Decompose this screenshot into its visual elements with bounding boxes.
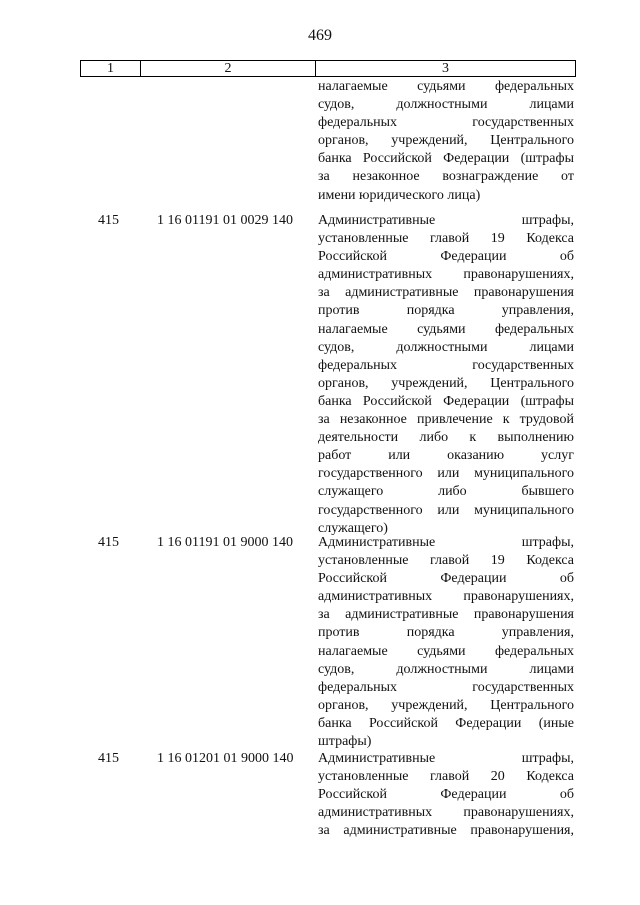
- text-line: банка Российской Федерации (иные: [318, 715, 574, 731]
- text-line: установленные главой 19 Кодекса: [318, 553, 574, 569]
- text-line: федеральных государственных: [318, 115, 574, 131]
- text-line: за незаконное привлечение к трудовой: [318, 412, 574, 428]
- text-line: установленные главой 19 Кодекса: [318, 231, 574, 247]
- text-line: органов, учреждений, Центрального: [318, 697, 574, 713]
- header-col-1: 1: [81, 61, 141, 76]
- admin-code: 415: [98, 213, 119, 228]
- text-line: административных правонарушениях,: [318, 589, 574, 605]
- text-line: против порядка управления,: [318, 625, 574, 641]
- kbk-code: 1 16 01201 01 9000 140: [157, 751, 294, 766]
- text-line: налагаемые судьями федеральных: [318, 79, 574, 94]
- text-line: Административные штрафы,: [318, 213, 574, 228]
- row-description: [318, 750, 574, 840]
- text-line: Административные штрафы,: [318, 751, 574, 766]
- text-line: Российской Федерации об: [318, 787, 574, 803]
- text-line: Административные штрафы,: [318, 535, 574, 550]
- header-col-2: 2: [141, 61, 316, 76]
- text-line: установленные главой 20 Кодекса: [318, 769, 574, 785]
- text-line: имени юридического лица): [318, 187, 481, 203]
- text-line: федеральных государственных: [318, 357, 574, 373]
- text-line: административных правонарушениях,: [318, 267, 574, 283]
- kbk-code: 1 16 01191 01 0029 140: [157, 213, 293, 228]
- continuation-description: [318, 78, 574, 205]
- text-line: органов, учреждений, Центрального: [318, 375, 574, 391]
- text-line: за административные правонарушения,: [318, 823, 574, 839]
- text-line: налагаемые судьями федеральных: [318, 643, 574, 659]
- kbk-code: 1 16 01191 01 9000 140: [157, 535, 293, 550]
- text-line: налагаемые судьями федеральных: [318, 321, 574, 337]
- text-line: Российской Федерации об: [318, 571, 574, 587]
- table-header: [80, 60, 576, 77]
- text-line: органов, учреждений, Центрального: [318, 133, 574, 149]
- text-line: федеральных государственных: [318, 679, 574, 695]
- text-line: банка Российской Федерации (штрафы: [318, 151, 574, 167]
- text-line: штрафы): [318, 734, 372, 750]
- text-line: банка Российской Федерации (штрафы: [318, 393, 574, 409]
- text-line: судов, должностными лицами: [318, 661, 574, 677]
- row-description: [318, 212, 574, 538]
- text-line: за административные правонарушения: [318, 607, 574, 623]
- header-col-3: 3: [442, 61, 449, 76]
- text-line: государственного или муниципального: [318, 466, 574, 482]
- text-line: государственного или муниципального: [318, 502, 574, 518]
- page-number: 469: [308, 27, 332, 44]
- text-line: деятельности либо к выполнению: [318, 430, 574, 446]
- text-line: судов, должностными лицами: [318, 97, 574, 113]
- text-line: служащего): [318, 520, 388, 536]
- row-description: [318, 534, 574, 751]
- admin-code: 415: [98, 535, 119, 550]
- text-line: за административные правонарушения: [318, 285, 574, 301]
- admin-code: 415: [98, 751, 119, 766]
- text-line: административных правонарушениях,: [318, 805, 574, 821]
- text-line: служащего либо бывшего: [318, 484, 574, 500]
- text-line: против порядка управления,: [318, 303, 574, 319]
- text-line: Российской Федерации об: [318, 249, 574, 265]
- text-line: судов, должностными лицами: [318, 339, 574, 355]
- text-line: работ или оказанию услуг: [318, 448, 574, 464]
- text-line: за незаконное вознаграждение от: [318, 169, 574, 185]
